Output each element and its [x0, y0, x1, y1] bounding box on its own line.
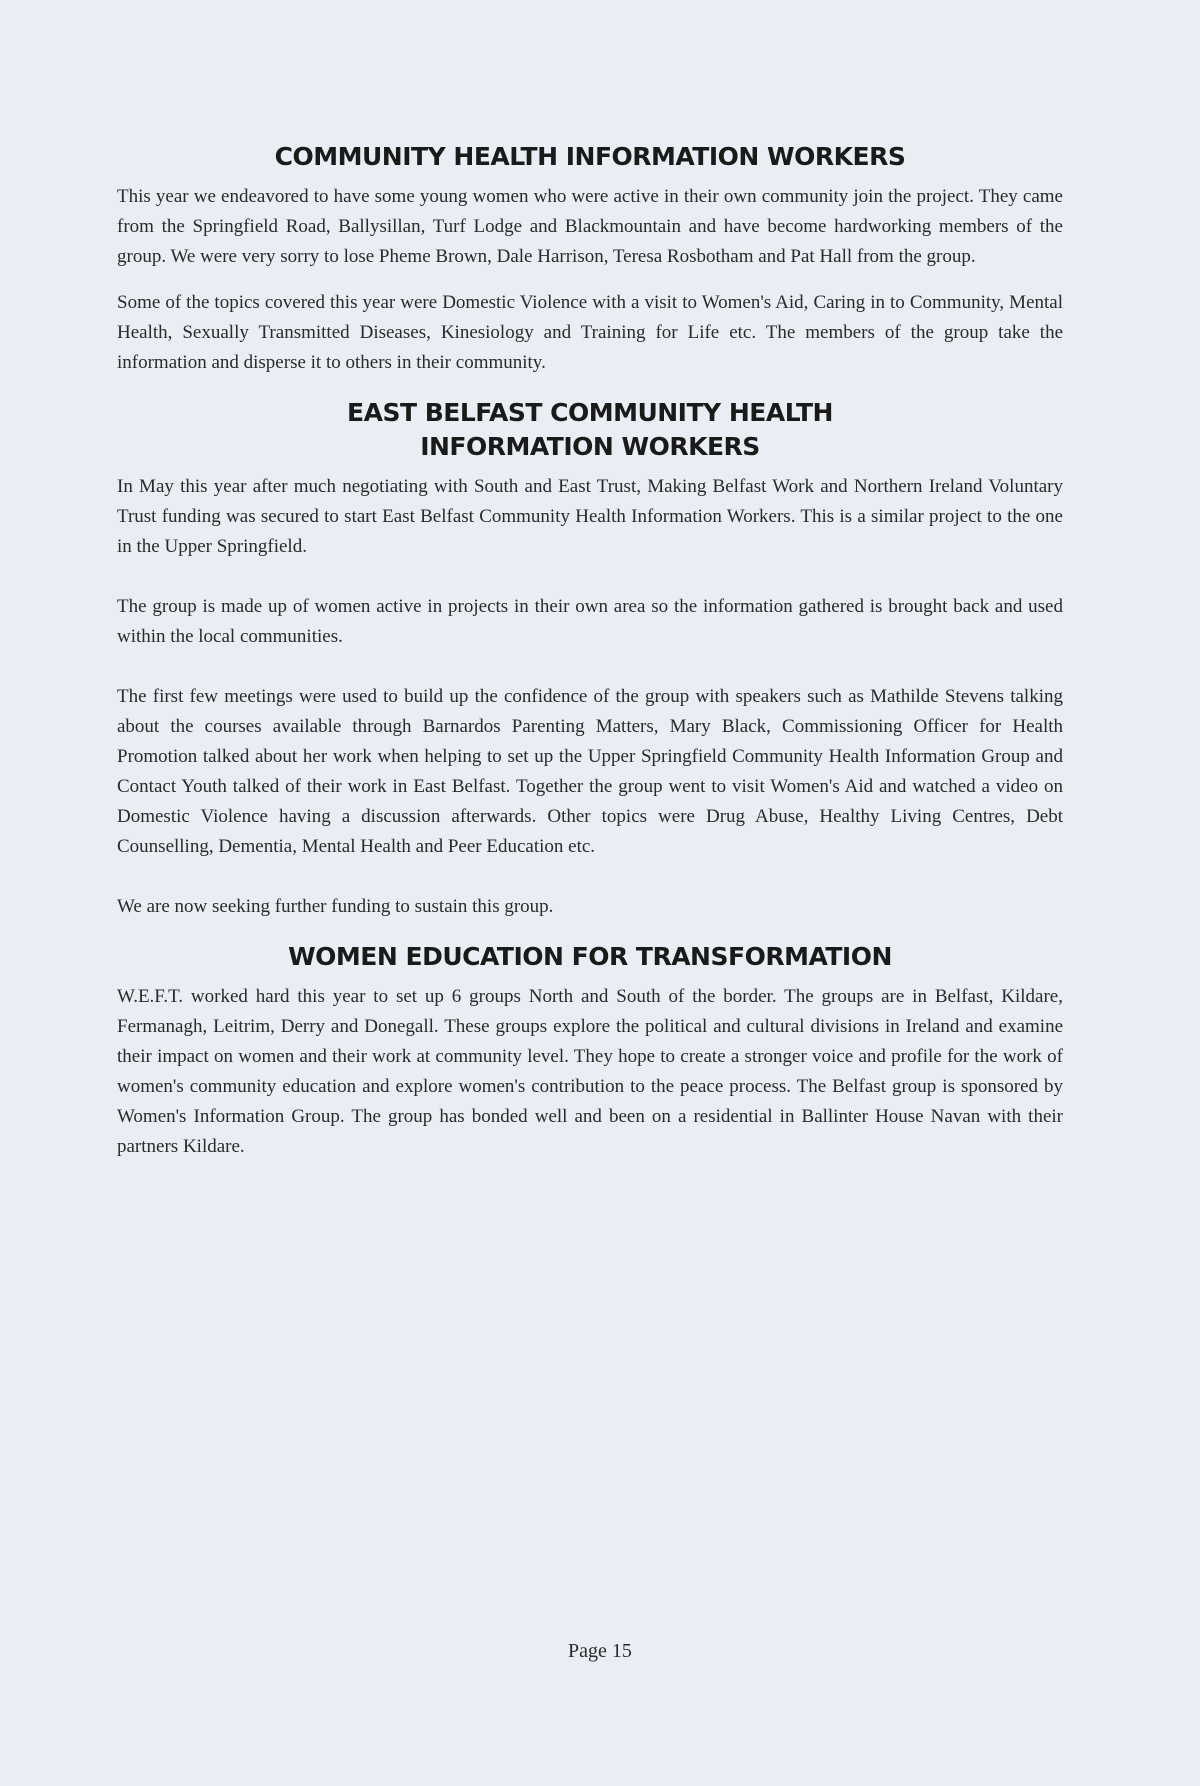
paragraph: This year we endeavored to have some young women who were active in their own community join the project. They came from the Springfield Road, Ballysillan, Turf Lodge and Blackmountain and have become hardworking members of the group. We were very sorry to lose Pheme Brown, Dale Harrison, Teresa Rosbotham and Pat Hall from the group.	[117, 186, 1063, 267]
section-heading-east-belfast	[117, 396, 1063, 464]
paragraph: Some of the topics covered this year were Domestic Violence with a visit to Women's Aid, Caring in to Community, Mental Health, Sexually Transmitted Diseases, Kinesiology and Training for Life etc. The members of the group take the information and disperse it to others in their community.	[117, 292, 1063, 373]
section-heading-community-health: COMMUNITY HEALTH INFORMATION WORKERS	[274, 142, 906, 171]
page-number: Page 15	[568, 1640, 632, 1662]
heading-line: EAST BELFAST COMMUNITY HEALTH	[347, 398, 833, 427]
paragraph: The group is made up of women active in projects in their own area so the information gathered is brought back and used within the local communities.	[117, 596, 1063, 647]
paragraph: We are now seeking further funding to sustain this group.	[117, 896, 554, 917]
page-content	[117, 140, 1063, 1178]
paragraph: W.E.F.T. worked hard this year to set up 6 groups North and South of the border. The groups are in Belfast, Kildare, Fermanagh, Leitrim, Derry and Donegall. These groups explore the political and cultural divisions in Ireland and examine their impact on women and their work at community level. They hope to create a stronger voice and profile for the work of women's community education and explore women's contribution to the peace process. The Belfast group is sponsored by Women's Information Group. The group has bonded well and been on a residential in Ballinter House Navan with their partners Kildare.	[117, 986, 1063, 1157]
paragraph: In May this year after much negotiating with South and East Trust, Making Belfast Work and Northern Ireland Voluntary Trust funding was secured to start East Belfast Community Health Information Workers. This is a similar project to the one in the Upper Springfield.	[117, 476, 1063, 557]
heading-line: INFORMATION WORKERS	[420, 432, 760, 461]
section-heading-weft: WOMEN EDUCATION FOR TRANSFORMATION	[288, 942, 892, 971]
paragraph: The first few meetings were used to build up the confidence of the group with speakers such as Mathilde Stevens talking about the courses available through Barnardos Parenting Matters, Mary Black, Commissioning Officer for Health Promotion talked about her work when helping to set up the Upper Springfield Community Health Information Group and Contact Youth talked of their work in East Belfast. Together the group went to visit Women's Aid and watched a video on Domestic Violence having a discussion afterwards. Other topics were Drug Abuse, Healthy Living Centres, Debt Counselling, Dementia, Mental Health and Peer Education etc.	[117, 686, 1063, 857]
